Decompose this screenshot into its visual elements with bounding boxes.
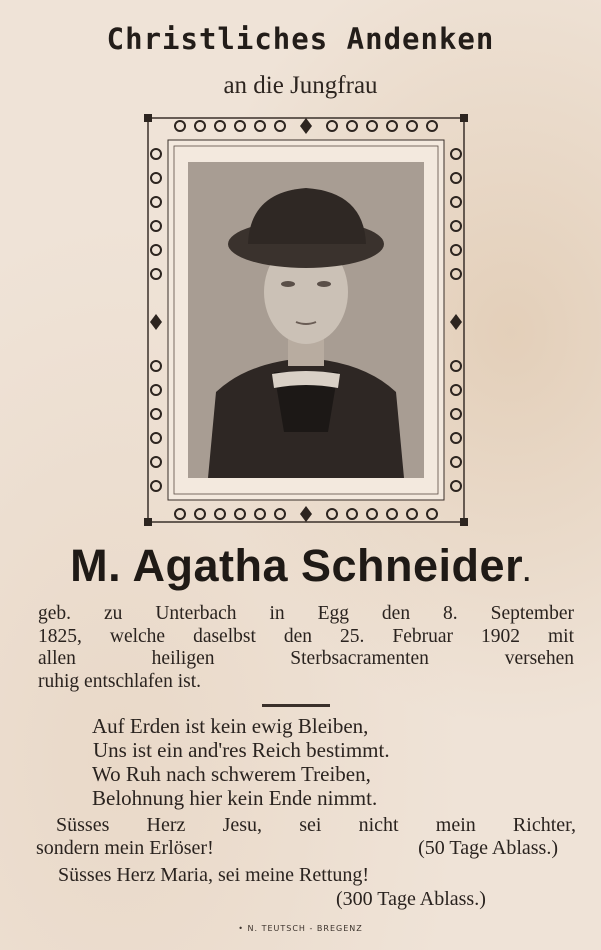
biography-text: [38, 603, 574, 693]
verse-line: Belohnung hier kein Ende nimmt.: [92, 786, 378, 810]
printer-imprint: • N. TEUTSCH - BREGENZ: [238, 924, 363, 933]
bio-line: geb. zu Unterbach in Egg den 8. September: [38, 603, 574, 624]
card-subtitle: an die Jungfrau: [223, 72, 378, 99]
indulgence-note-maria: (300 Tage Ablass.): [336, 888, 486, 910]
prayer-jesus-text: sondern mein Erlöser!: [36, 837, 214, 859]
ornamental-photo-frame: [140, 110, 472, 530]
verse-line: Wo Ruh nach schwerem Treiben,: [92, 762, 371, 786]
prayer-jesus-line-1: Süsses Herz Jesu, sei nicht mein Richter,: [56, 814, 576, 836]
memorial-verse: [92, 714, 512, 810]
prayer-jesus-line-2: [36, 837, 576, 860]
prayer-sacred-heart-jesus: [36, 814, 576, 860]
portrait-photo: [188, 162, 424, 478]
divider-rule: [262, 704, 330, 707]
verse-line: Auf Erden ist kein ewig Bleiben,: [92, 714, 369, 738]
bio-line: ruhig entschlafen ist.: [38, 670, 201, 692]
deceased-name-text: M. Agatha Schneider: [70, 540, 524, 591]
deceased-name: [0, 540, 601, 592]
prayer-heart-maria: Süsses Herz Maria, sei meine Rettung!: [58, 864, 370, 886]
deceased-name-period: .: [523, 557, 531, 587]
card-title: Christliches Andenken: [106, 22, 495, 56]
indulgence-note-jesus: (50 Tage Ablass.): [418, 837, 558, 859]
bio-line: 1825, welche daselbst den 25. Februar 1902 mit: [38, 625, 574, 647]
bio-line: allen heiligen Sterbsacramenten versehen: [38, 648, 574, 669]
verse-line: Uns ist ein and'res Reich bestimmt.: [93, 738, 390, 762]
portrait-figure: [188, 162, 424, 478]
